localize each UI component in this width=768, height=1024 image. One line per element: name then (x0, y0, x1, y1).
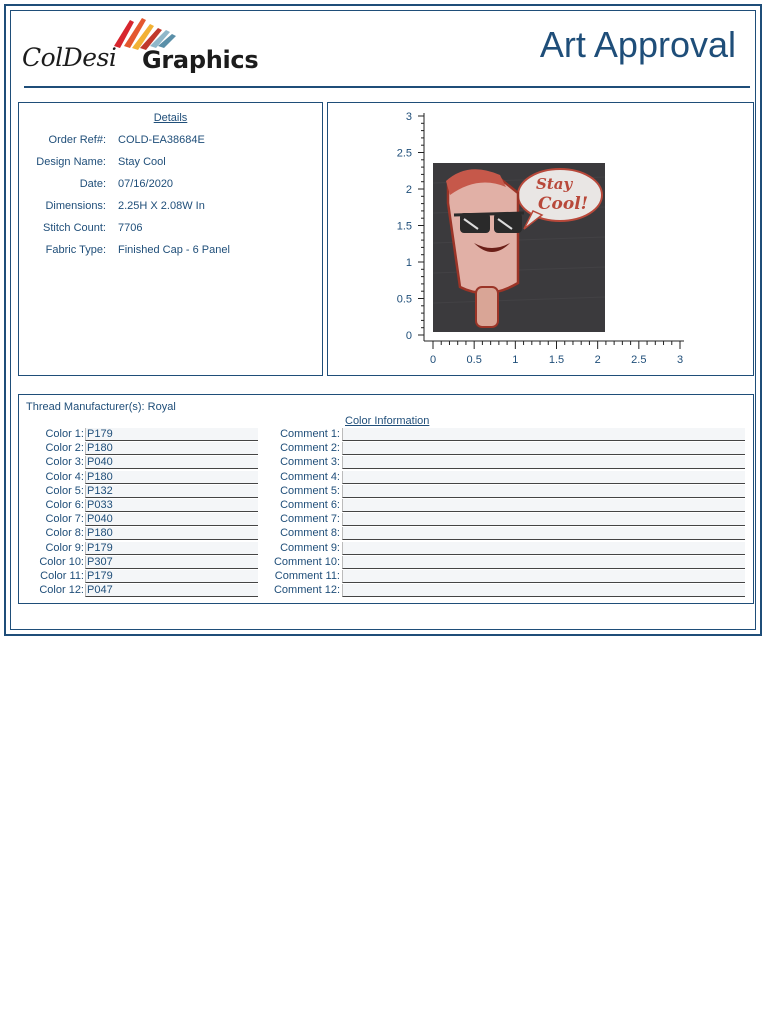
comment-label: Comment 6: (280, 499, 340, 511)
color-value-field[interactable]: P180 (85, 527, 258, 540)
comment-row (264, 471, 746, 485)
color-row (19, 471, 259, 485)
comment-row (264, 570, 746, 584)
comment-label: Comment 11: (274, 570, 340, 582)
comment-row (264, 485, 746, 499)
y-tick-label: 1 (405, 257, 412, 269)
detail-label: Design Name: (36, 156, 106, 168)
color-value-field[interactable]: P033 (85, 499, 258, 512)
color-label: Color 8: (45, 527, 84, 540)
company-logo (18, 12, 259, 78)
color-value-field[interactable]: P040 (85, 513, 258, 526)
comment-label: Comment 2: (280, 442, 340, 455)
comment-label: Comment 9: (280, 541, 340, 554)
color-row (19, 527, 259, 541)
detail-row-order-ref (19, 134, 322, 150)
logo-script-text: ColDesi (22, 43, 117, 72)
comment-label: Comment 7: (280, 513, 340, 526)
color-label: Color 6: (45, 499, 84, 511)
header-divider (24, 86, 750, 88)
color-label: Color 12: (39, 584, 84, 597)
comment-row (264, 513, 746, 527)
color-value-field[interactable]: P179 (85, 542, 258, 555)
comment-row (264, 556, 746, 570)
detail-label: Date: (79, 178, 106, 190)
color-value-field[interactable]: P179 (85, 428, 258, 441)
comment-label: Comment 12: (273, 584, 340, 597)
comment-field[interactable] (342, 428, 745, 441)
y-tick-label: 0 (405, 330, 412, 342)
color-label: Color 9: (45, 541, 84, 554)
color-value-field[interactable]: P180 (85, 471, 258, 484)
y-tick-label: 2 (405, 184, 412, 196)
color-row (19, 556, 259, 570)
color-value-field[interactable]: P307 (85, 556, 258, 569)
x-tick-label: 3 (676, 354, 684, 366)
detail-row-fabric-type (19, 244, 322, 260)
color-row (19, 513, 259, 527)
color-row (19, 570, 259, 584)
detail-value: 07/16/2020 (118, 178, 174, 190)
comment-field[interactable] (342, 556, 745, 569)
color-row (19, 499, 259, 513)
comment-label: Comment 8: (280, 527, 340, 540)
x-tick-label: 0 (429, 354, 437, 366)
comment-label: Comment 1: (280, 428, 340, 440)
comment-label: Comment 5: (280, 484, 340, 497)
color-label: Color 3: (45, 456, 84, 469)
color-label: Color 10: (39, 555, 84, 568)
comment-row (264, 442, 746, 456)
x-tick-label: 1 (512, 354, 519, 366)
detail-label: Order Ref#: (48, 134, 106, 146)
color-value-field[interactable]: P179 (85, 570, 258, 583)
comment-row (264, 428, 746, 442)
detail-row-date (19, 178, 322, 194)
detail-value: Finished Cap - 6 Panel (118, 244, 230, 256)
comment-label: Comment 10: (273, 555, 340, 568)
color-row (19, 456, 259, 470)
detail-value: 2.25H X 2.08W In (118, 200, 205, 212)
detail-value: COLD-EA38684E (118, 134, 205, 146)
comment-row (264, 527, 746, 541)
logo-wordmark: Graphics (142, 46, 259, 74)
y-tick-label: 3 (405, 111, 412, 123)
design-preview-plot (328, 103, 753, 375)
color-label: Color 2: (45, 442, 84, 455)
comment-field[interactable] (342, 485, 745, 498)
y-tick-label: 0.5 (396, 293, 412, 306)
color-label: Color 7: (45, 513, 84, 526)
bubble-text-line2: Cool! (538, 194, 589, 214)
page-title: Art Approval (539, 24, 736, 65)
color-value-field[interactable]: P132 (85, 485, 258, 498)
x-tick-label: 2 (594, 354, 601, 366)
comment-field[interactable] (342, 442, 745, 455)
thread-manufacturer: Thread Manufacturer(s): Royal (26, 401, 176, 413)
embroidery-design-image (433, 163, 605, 332)
color-row (19, 584, 259, 598)
color-value-field[interactable]: P040 (85, 456, 258, 469)
color-label: Color 1: (45, 428, 84, 440)
details-heading: Details (153, 112, 188, 124)
comment-field[interactable] (342, 456, 745, 469)
x-tick-label: 0.5 (466, 354, 482, 366)
x-tick-label: 2.5 (631, 354, 647, 366)
detail-row-stitch-count (19, 222, 322, 238)
comment-field[interactable] (342, 499, 745, 512)
y-tick-label: 1.5 (396, 220, 412, 233)
comment-row (264, 584, 746, 598)
detail-label: Fabric Type: (45, 244, 106, 256)
comment-row (264, 456, 746, 470)
color-row (19, 442, 259, 456)
thread-colors-panel (18, 394, 754, 604)
detail-label: Dimensions: (45, 200, 106, 212)
color-information-heading: Color Information (345, 415, 430, 427)
comment-field[interactable] (342, 570, 745, 583)
details-panel (18, 102, 323, 376)
color-row (19, 542, 259, 556)
comment-field[interactable] (342, 471, 745, 484)
color-label: Color 4: (45, 470, 84, 483)
comment-row (264, 542, 746, 556)
comment-row (264, 499, 746, 513)
color-label: Color 11: (40, 570, 84, 582)
color-row (19, 485, 259, 499)
color-value-field[interactable]: P047 (85, 584, 258, 597)
comment-field[interactable] (342, 584, 745, 597)
comment-label: Comment 3: (280, 456, 340, 469)
comment-label: Comment 4: (280, 470, 340, 483)
color-label: Color 5: (45, 484, 84, 497)
detail-row-dimensions (19, 200, 322, 216)
y-tick-label: 2.5 (396, 147, 412, 160)
detail-label: Stitch Count: (43, 222, 106, 234)
comment-field[interactable] (342, 542, 745, 555)
detail-row-design-name (19, 156, 322, 172)
detail-value: 7706 (118, 222, 143, 234)
comment-field[interactable] (342, 513, 745, 526)
design-preview-panel (327, 102, 754, 376)
color-value-field[interactable]: P180 (85, 442, 258, 455)
bubble-text-line1: Stay (536, 175, 573, 193)
comment-field[interactable] (342, 527, 745, 540)
detail-value: Stay Cool (118, 156, 166, 168)
color-row (19, 428, 259, 442)
x-tick-label: 1.5 (548, 354, 565, 366)
